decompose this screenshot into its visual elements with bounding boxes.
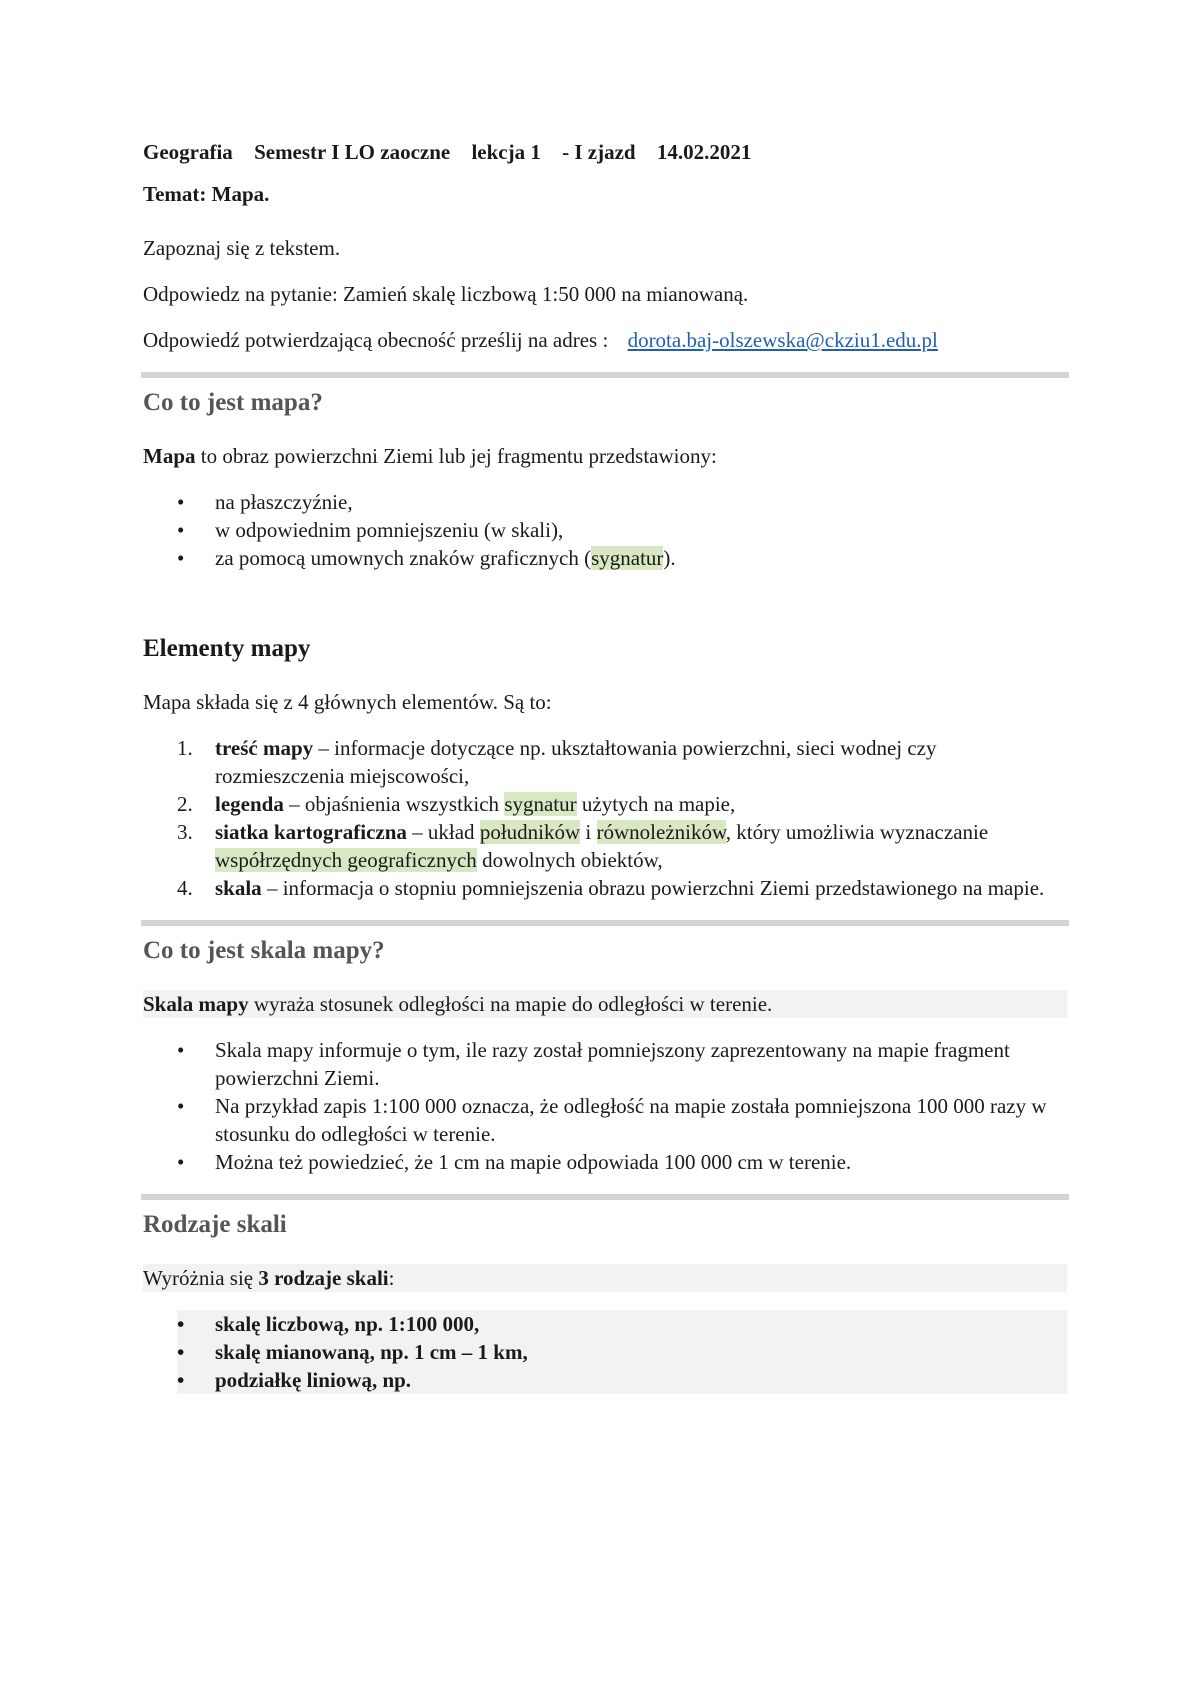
list-item-text: – układ xyxy=(406,820,480,844)
scale-types-list xyxy=(177,1310,1067,1394)
header-date: 14.02.2021 xyxy=(656,140,752,164)
map-definition-text: to obraz powierzchni Ziemi lub jej fragmentu przedstawiony: xyxy=(195,444,717,468)
list-item-text: – informacje dotyczące np. ukształtowania powierzchni, sieci wodnej czy rozmieszczenia miejscowości, xyxy=(215,736,937,788)
list-number: 3. xyxy=(177,820,193,844)
section-divider xyxy=(141,920,1069,926)
heading-what-is-map: Co to jest mapa? xyxy=(143,389,323,416)
instruction-read: Zapoznaj się z tekstem. xyxy=(143,236,341,260)
list-item-term: siatka kartograficzna xyxy=(215,820,407,844)
document-header xyxy=(143,138,1067,166)
highlight-term: współrzędnych geograficznych xyxy=(215,848,477,872)
elements-intro: Mapa składa się z 4 głównych elementów. Są to: xyxy=(143,690,552,714)
scale-types-bold: 3 rodzaje skali xyxy=(258,1266,389,1290)
section-divider xyxy=(141,1194,1069,1200)
list-item: • podziałkę liniową, np. xyxy=(215,1366,1067,1394)
list-item xyxy=(177,734,1067,790)
list-item: • Skala mapy informuje o tym, ile razy został pomniejszony zaprezentowany na mapie fragment powierzchni Ziemi. xyxy=(215,1036,1067,1092)
list-item xyxy=(177,790,1067,818)
highlight-term: sygnatur xyxy=(591,546,664,570)
list-item-term: legenda xyxy=(215,792,284,816)
email-link[interactable]: dorota.baj-olszewska@ckziu1.edu.pl xyxy=(627,328,938,352)
scale-types-text: : xyxy=(388,1266,395,1290)
list-item-term: skala xyxy=(215,876,262,900)
instruction-submit xyxy=(143,326,1067,354)
header-semester: Semestr I LO zaoczne xyxy=(254,140,451,164)
list-item-text: ). xyxy=(663,546,676,570)
document-content xyxy=(143,138,1067,1408)
list-item-text: użytych na mapie, xyxy=(576,792,736,816)
section-divider xyxy=(141,372,1069,378)
list-item-text: – objaśnienia wszystkich xyxy=(283,792,505,816)
list-number: 4. xyxy=(177,876,193,900)
list-item xyxy=(177,874,1067,902)
list-number: 1. xyxy=(177,736,193,760)
header-subject: Geografia xyxy=(143,140,233,164)
scale-types-intro xyxy=(143,1264,1067,1292)
list-item: • na płaszczyźnie, xyxy=(215,488,1067,516)
scale-definition-text: wyraża stosunek odległości na mapie do odległości w terenie. xyxy=(248,992,773,1016)
highlight-term: sygnatur xyxy=(504,792,577,816)
highlight-term: południków xyxy=(479,820,581,844)
list-item-text: – informacja o stopniu pomniejszenia obrazu powierzchni Ziemi przedstawionego na mapie. xyxy=(261,876,1045,900)
lesson-topic: Temat: Mapa. xyxy=(143,182,270,206)
list-item xyxy=(177,818,1067,874)
heading-scale-types: Rodzaje skali xyxy=(143,1211,287,1238)
instruction-question: Odpowiedz na pytanie: Zamień skalę liczbową 1:50 000 na mianowaną. xyxy=(143,282,749,306)
list-number: 2. xyxy=(177,792,193,816)
list-item: • Na przykład zapis 1:100 000 oznacza, że odległość na mapie została pomniejszona 100 000 razy w stosunku do odległości w terenie. xyxy=(215,1092,1067,1148)
highlight-term: równoleżników xyxy=(596,820,726,844)
list-item xyxy=(215,544,1067,572)
map-definition-list xyxy=(143,488,1067,572)
list-item-term: treść mapy xyxy=(215,736,314,760)
submit-text: Odpowiedź potwierdzającą obecność prześlij na adres : xyxy=(143,328,609,352)
list-item: • Można też powiedzieć, że 1 cm na mapie odpowiada 100 000 cm w terenie. xyxy=(215,1148,1067,1176)
elements-list xyxy=(143,734,1067,902)
scale-definition-term: Skala mapy xyxy=(143,992,249,1016)
list-item-text: dowolnych obiektów, xyxy=(476,848,663,872)
map-definition xyxy=(143,442,1067,470)
list-item: • skalę mianowaną, np. 1 cm – 1 km, xyxy=(215,1338,1067,1366)
header-lesson: lekcja 1 xyxy=(471,140,541,164)
list-item: • skalę liczbową, np. 1:100 000, xyxy=(215,1310,1067,1338)
header-meeting: - I zjazd xyxy=(562,140,636,164)
scale-types-text: Wyróżnia się xyxy=(143,1266,259,1290)
list-item-text: za pomocą umownych znaków graficznych ( xyxy=(215,546,592,570)
scale-definition xyxy=(143,990,1067,1018)
list-item: • w odpowiednim pomniejszeniu (w skali), xyxy=(215,516,1067,544)
list-item-text: , który umożliwia wyznaczanie xyxy=(725,820,989,844)
heading-what-is-scale: Co to jest skala mapy? xyxy=(143,937,385,964)
list-item-text: i xyxy=(580,820,597,844)
map-definition-term: Mapa xyxy=(143,444,196,468)
scale-info-list xyxy=(143,1036,1067,1176)
heading-map-elements: Elementy mapy xyxy=(143,635,311,662)
